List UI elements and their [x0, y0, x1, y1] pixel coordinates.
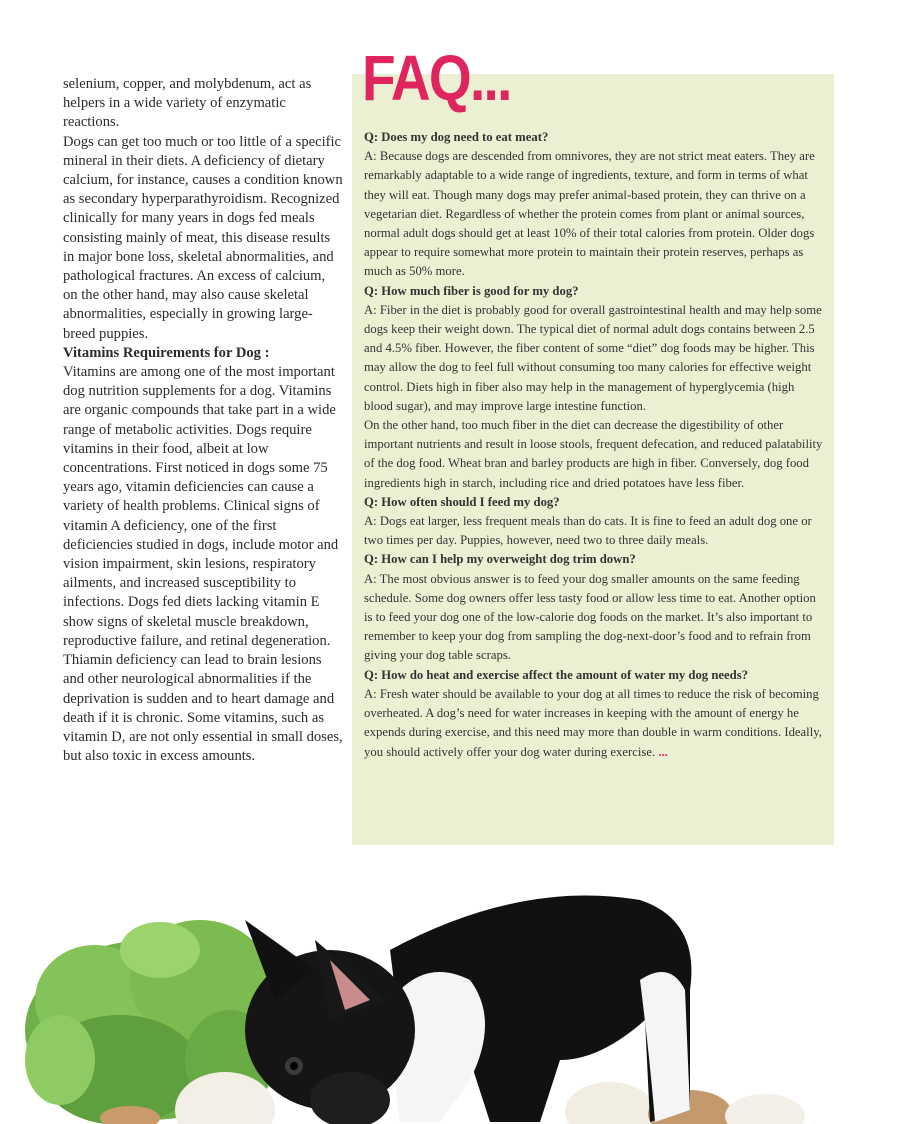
vitamins-paragraph: Vitamins are among one of the most important dog nutrition supplements for a dog. Vitamins are organic compounds that take part in a wide range of metabolic activities. Dogs require vitamins in their food, albeit at low concentrations. First noticed in dogs some 75 years ago, vitamin deficiencies can cause a variety of health problems. Clinical signs of vitamin A deficiency, one of the first deficiencies studied in dogs, include motor and vision impairment, skin lesions, respiratory ailments, and increased susceptibility to infections. Dogs fed diets lacking vitamin E show signs of skeletal muscle breakdown, reproductive failure, and retinal degeneration. Thiamin deficiency can lead to brain lesions and other neurological abnormalities if the deprivation is sudden and to heart damage and death if it is chronic. Some vitamins, such as vitamin D, are not only essential in small doses, but also toxic in excess amounts. — [63, 364, 343, 765]
faq-answer: A: Because dogs are descended from omnivores, they are not strict meat eaters. They are remarkably adaptable to a wide range of ingredients, texture, and form in terms of what they will eat. Though many dogs may prefer animal-based protein, they can thrive on a vegetarian diet. Regardless of whether the protein comes from plant or animal sources, normal adult dogs should get at least 10% of their total calories from protein. Older dogs appear to require somewhat more protein to maintain their protein reserves, perhaps as much as 50% more. — [364, 149, 815, 279]
puppy-photo — [0, 860, 897, 1124]
faq-answer: A: Dogs eat larger, less frequent meals than do cats. It is fine to feed an adult dog one or two times per day. Puppies, however, need two to three daily meals. — [364, 514, 812, 548]
vitamins-subheading: Vitamins Requirements for Dog : — [63, 344, 270, 361]
faq-question: Q: How often should I feed my dog? — [364, 494, 560, 509]
end-mark: ... — [658, 744, 668, 759]
faq-answer-text: A: Fresh water should be available to your dog at all times to reduce the risk of becoming overheated. A dog’s need for water increases in keeping with the amount of energy he expends during exercise, and this need may more than double in warm conditions. Ideally, you should actively offer your dog water during exercise. — [364, 686, 822, 759]
faq-answer — [364, 685, 826, 762]
minerals-paragraph: Dogs can get too much or too little of a specific mineral in their diets. A deficiency of dietary calcium, for instance, causes a condition known as secondary hyperparathyroidism. Recognized clinically for many years in dogs fed meals consisting mainly of meat, this disease results in major bone loss, skeletal abnormalities, and pathological fractures. An excess of calcium, on the other hand, may also cause skeletal abnormalities, especially in growing large-breed puppies. — [63, 133, 343, 342]
faq-question: Q: How can I help my overweight dog trim down? — [364, 552, 636, 567]
faq-title: FAQ... — [362, 42, 511, 114]
faq-answer-continued: On the other hand, too much fiber in the diet can decrease the digestibility of other important nutrients and result in loose stools, frequent defecation, and reduced palatability of the dog food. Wheat bran and barley products are high in fiber. Conversely, dog food ingredients high in starch, including rice and dried potatoes have less fiber. — [364, 418, 823, 490]
left-column — [63, 75, 343, 766]
faq-answer: A: The most obvious answer is to feed your dog smaller amounts on the same feeding schedule. Some dog owners offer less tasty food or allow less time to eat. Another option is to feed your dog one of the low-calorie dog foods on the market. It’s also important to remember to keep your dog from sampling the dog-next-door’s food and to refrain from giving your dog table scraps. — [364, 571, 816, 663]
intro-paragraph: selenium, copper, and molybdenum, act as helpers in a wide variety of enzymatic reactions. — [63, 76, 312, 131]
faq-question: Q: How much fiber is good for my dog? — [364, 283, 579, 298]
faq-question: Q: Does my dog need to eat meat? — [364, 130, 549, 144]
faq-question: Q: How do heat and exercise affect the amount of water my dog needs? — [364, 667, 748, 682]
faq-body — [364, 128, 826, 762]
faq-answer: A: Fiber in the diet is probably good for overall gastrointestinal health and may help some dogs keep their weight down. The typical diet of normal adult dogs contains between 2.5 and 4.5% fiber. However, the fiber content of some “diet” dog foods may be higher. This may allow the dog to feel full without consuming too many calories for effective weight control. Diets high in fiber also may help in the management of hyperglycemia (high blood sugar), and may improve large intestine function. — [364, 302, 822, 413]
